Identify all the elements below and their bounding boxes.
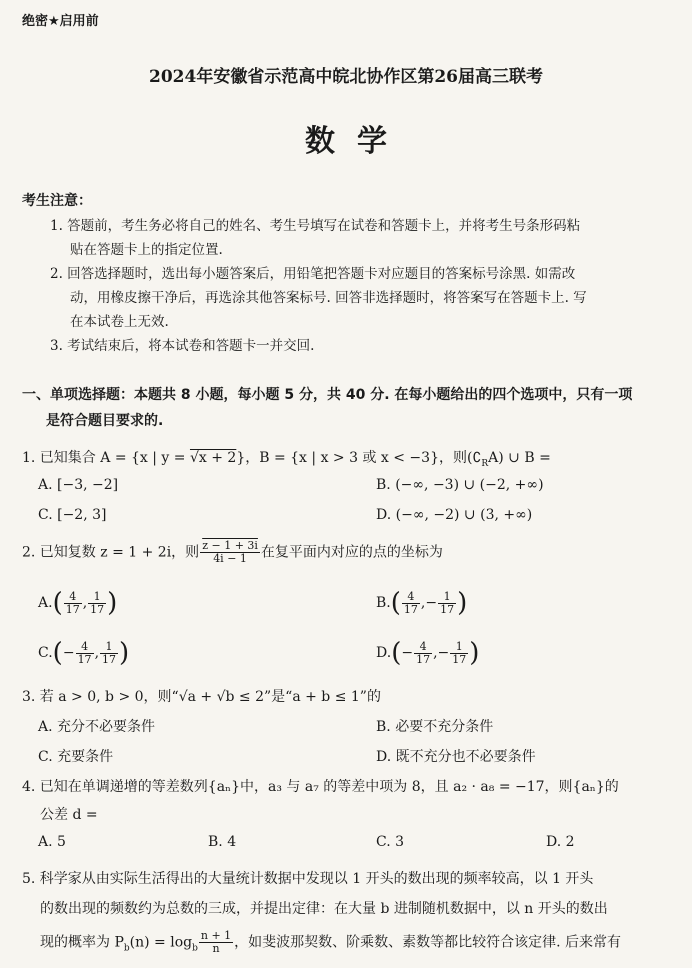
exam-title: 2024年安徽省示范高中皖北协作区第26届高三联考 [149,67,543,87]
q4-option-c: C. 3 [376,834,405,850]
question-4-stem-cont: 公差 d = [40,807,98,823]
notice-line: 3. 考试结束后，将本试卷和答题卡一并交回. [50,338,315,354]
q2-option-c: C.(− $\frac{4}{17}$ , $\frac{1}{17}$ ) [38,638,130,668]
fraction: $\frac{z - 1 + 3i}{4i - 1}$ [202,539,258,565]
question-2-stem: 2. 已知复数 z = 1 + 2i，则 $\frac{z - 1 + 3i}{4i - 1}$ 在复平面内对应的点的坐标为 [22,539,443,565]
q3-option-a: A. 充分不必要条件 [38,719,156,735]
q3-option-c: C. 充要条件 [38,749,114,765]
question-1-stem: 1. 已知集合 A = {x | y = √x + 2}，B = {x | x > 3 或 x < −3}，则$(∁_RA)$ ∪ B = [22,450,551,469]
question-3-stem: 3. 若 a > 0, b > 0，则“√a + √b ≤ 2”是“a + b ≤ 1”的 [22,689,381,705]
q2-option-d: D.(− $\frac{4}{17}$ ,− $\frac{1}{17}$ ) [376,638,480,668]
notice-line: 2. 回答选择题时，选出每小题答案后，用铅笔把答题卡对应题目的答案标号涂黑. 如需改 [50,266,576,282]
question-5-line: 5. 科学家从由实际生活得出的大量统计数据中发现以 1 开头的数出现的频率较高，以 1 开头 [22,871,594,887]
fraction: $\frac{n + 1}{n}$ [200,929,232,955]
sqrt-expression: √x + 2 [189,450,237,466]
q3-option-b: B. 必要不充分条件 [376,719,494,735]
q1-option-b: B. (−∞, −3) ∪ (−2, +∞) [376,477,544,493]
q1-option-a: A. [−3, −2] [38,477,119,493]
question-5-line: 现的概率为 $P_b(n) = \log_b$ $\frac{n + 1}{n}$ ，如斐波那契数、阶乘数、素数等都比较符合该定律. 后来常有 [40,929,622,955]
q4-option-b: B. 4 [208,834,237,850]
notice-line: 动，用橡皮擦干净后，再选涂其他答案标号. 回答非选择题时，将答案写在答题卡上. 写 [70,290,587,306]
q3-option-d: D. 既不充分也不必要条件 [376,749,536,765]
notice-line: 在本试卷上无效. [70,314,169,330]
subject-title: 数学 [305,124,409,159]
notice-line: 1. 答题前，考生务必将自己的姓名、考生号填写在试卷和答题卡上，并将考生号条形码粘 [50,218,581,234]
question-5-line: 的数出现的频数约为总数的三成，并提出定律：在大量 b 进制随机数据中，以 n 开头的数出 [40,901,608,917]
q4-option-d: D. 2 [546,834,575,850]
section-heading-cont: 是符合题目要求的. [46,413,164,429]
q1-option-d: D. (−∞, −2) ∪ (3, +∞) [376,507,533,523]
secret-label: 绝密★启用前 [22,14,99,29]
q2-option-a: A.( $\frac{4}{17}$ , $\frac{1}{17}$ ) [38,588,118,618]
notice-line: 贴在答题卡上的指定位置. [70,242,223,258]
q2-option-b: B.( $\frac{4}{17}$ ,− $\frac{1}{17}$ ) [376,588,468,618]
question-4-stem: 4. 已知在单调递增的等差数列{aₙ}中，a₃ 与 a₇ 的等差中项为 8，且 a₂ · a₈ = −17，则{aₙ}的 [22,779,619,795]
notice-heading: 考生注意： [22,193,92,209]
q4-option-a: A. 5 [38,834,66,850]
q1-option-c: C. [−2, 3] [38,507,107,523]
section-heading: 一、单项选择题：本题共 8 小题，每小题 5 分，共 40 分. 在每小题给出的四个选项中，只有一项 [22,387,633,403]
